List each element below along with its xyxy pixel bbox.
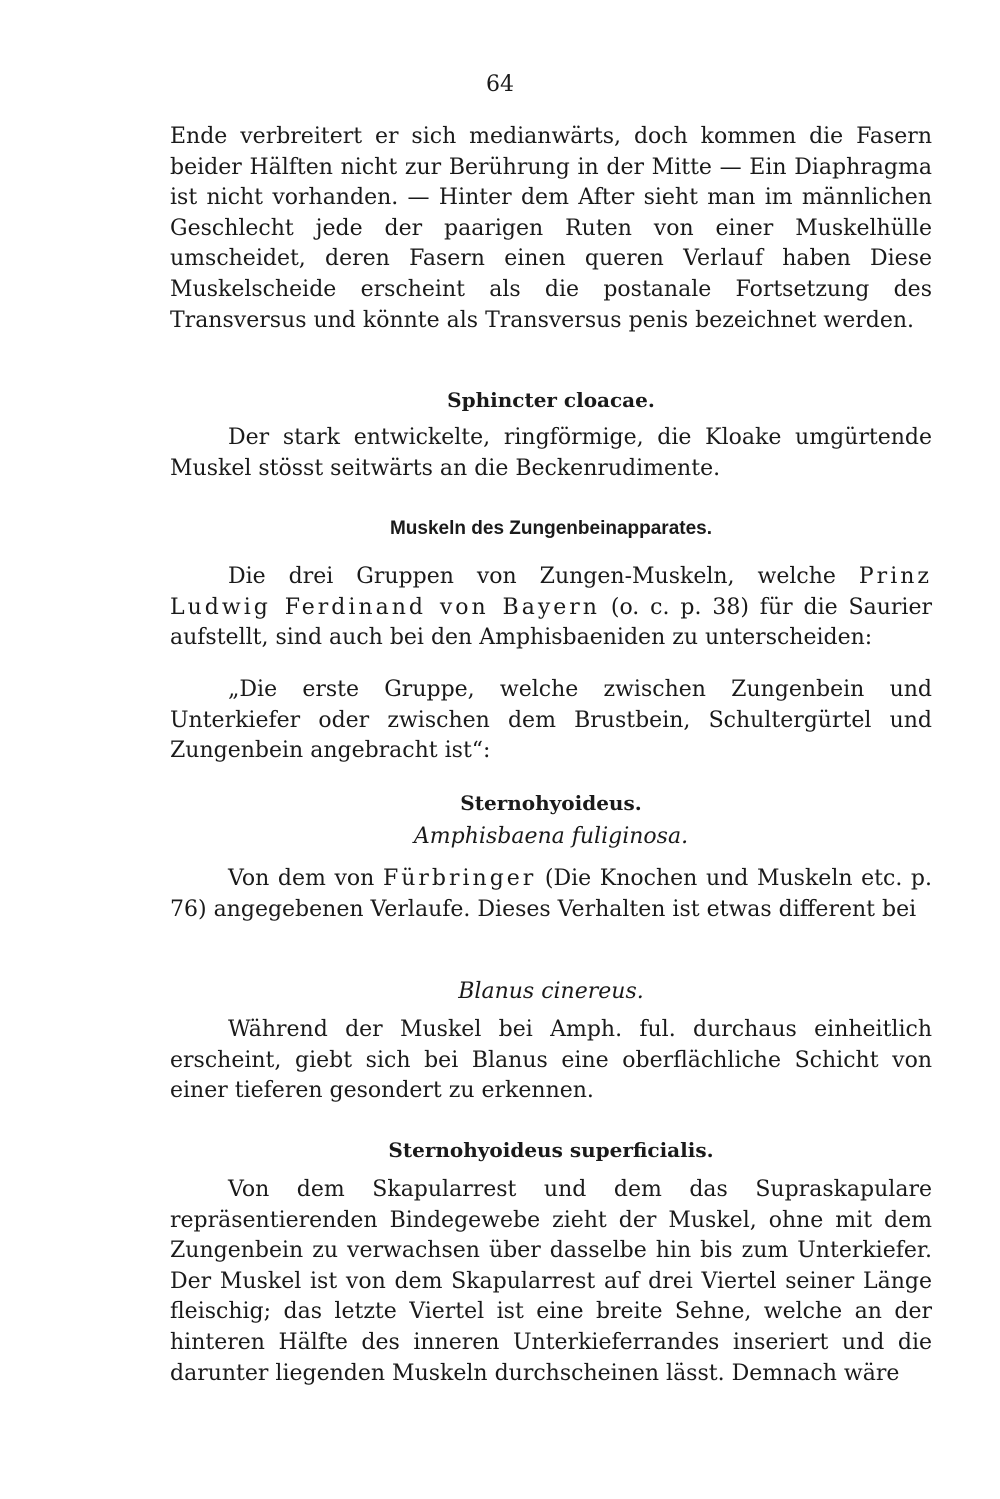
author-name: Prinz Ludwig Ferdinand von Bayern (170, 564, 932, 620)
paragraph-zungen-gruppen (170, 562, 932, 654)
paragraph-erste-gruppe: „Die erste Gruppe, welche zwischen Zungenbein und Unterkiefer oder zwischen dem Brustbein, Schultergürtel und Zungenbein angebracht ist“: (170, 677, 932, 764)
paragraph-skapularrest: Von dem Skapularrest und dem das Supraskapulare repräsentierenden Bindegewebe zieht der Muskel, ohne mit dem Zungenbein zu verwachsen über dasselbe hin bis zum Unterkiefer. Der Muskel ist von dem Skapularrest auf drei Viertel seiner Länge fleischig; das letzte Viertel ist eine breite Sehne, welche an der hinteren Hälfte des inneren Unterkieferrandes inseriert und die darunter liegenden Muskeln durchscheinen lässt. Demnach wäre (170, 1177, 932, 1386)
species-amphisbaena-fuliginosa: Amphisbaena fuliginosa. (413, 824, 689, 849)
paragraph-sphincter: Der stark entwickelte, ringförmige, die Kloake umgürtende Muskel stösst seitwärts an die Beckenrudimente. (170, 425, 932, 481)
text-fragment: (o. c. p. 38) für die Saurier aufstellt, sind auch bei den Amphisbaeniden zu unterscheiden: (170, 594, 932, 651)
text-fragment: Die drei Gruppen von Zungen-Muskeln, welche (228, 564, 859, 589)
text-fragment: (Die Knochen und Muskeln etc. p. 76) angegebenen Verlaufe. Dieses Verhalten ist etwas different bei (170, 866, 932, 922)
species-blanus-cinereus: Blanus cinereus. (458, 979, 644, 1004)
page-number: 64 (486, 72, 514, 97)
paragraph-fuerbringer (170, 864, 932, 925)
heading-sternohyoideus-superficialis: Sternohyoideus superficialis. (388, 1138, 714, 1162)
heading-sphincter-cloacae: Sphincter cloacae. (447, 388, 655, 412)
paragraph-transversus: Ende verbreitert er sich medianwärts, doch kommen die Fasern beider Hälften nicht zur Berührung in der Mitte — Ein Diaphragma ist nicht vorhanden. — Hinter dem After sieht man im männlichen Geschlecht jede der paarigen Ruten von einer Muskelhülle umscheidet, deren Fasern einen queren Verlauf haben Diese Muskelscheide erscheint als die postanale Fortsetzung des Transversus und könnte als Transversus penis bezeichnet werden. (170, 124, 932, 333)
text-fragment: Von dem von (228, 866, 383, 891)
heading-sternohyoideus: Sternohyoideus. (460, 791, 642, 815)
heading-muskeln-zungenbein: Muskeln des Zungenbeinapparates. (389, 518, 713, 539)
paragraph-blanus: Während der Muskel bei Amph. ful. durchaus einheitlich erscheint, giebt sich bei Blanus eine oberflächliche Schicht von einer tieferen gesondert zu erkennen. (170, 1017, 932, 1104)
author-name: Fürbringer (382, 866, 537, 891)
